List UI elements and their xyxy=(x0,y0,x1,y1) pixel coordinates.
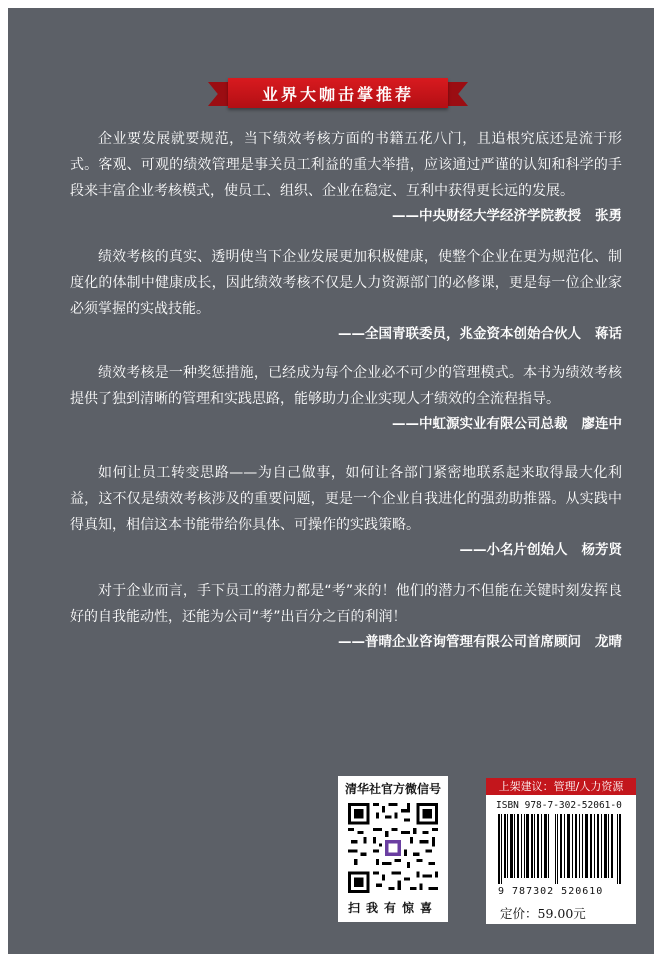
barcode-digits: 9 787302 520610 xyxy=(498,886,604,897)
endorsement-4 xyxy=(70,460,622,562)
shelf-suggestion: 上架建议：管理/人力资源 xyxy=(486,778,636,795)
endorsement-attribution xyxy=(70,322,622,346)
attribution-name: 廖连中 xyxy=(581,416,622,432)
endorsement-text: 如何让员工转变思路——为自己做事，如何让各部门紧密地联系起来取得最大化利益，这不仅是绩效考核涉及的重要问题，更是一个企业自我进化的强劲助推器。从实践中得真知，相信这本书能带给你具体、可操作的实践策略。 xyxy=(70,465,622,533)
endorsement-text: 绩效考核的真实、透明使当下企业发展更加积极健康，使整个企业在更为规范化、制度化的体制中健康成长，因此绩效考核不仅是人力资源部门的必修课，更是每一位企业家必须掌握的实战技能。 xyxy=(70,249,622,317)
back-cover xyxy=(8,8,654,954)
endorsement-attribution xyxy=(70,204,622,228)
attribution-title: ——普晴企业咨询管理有限公司首席顾问 xyxy=(338,634,581,650)
endorsement-text: 企业要发展就要规范，当下绩效考核方面的书籍五花八门，且追根究底还是流于形式。客观、可观的绩效管理是事关员工利益的重大举措，应该通过严谨的认知和科学的手段来丰富企业考核模式，使员工、组织、企业在稳定、互利中获得更长远的发展。 xyxy=(70,131,622,199)
banner-title: 业界大咖击掌推荐 xyxy=(261,84,414,104)
isbn-number: ISBN 978-7-302-52061-0 xyxy=(496,800,622,811)
attribution-title: ——中央财经大学经济学院教授 xyxy=(392,208,581,224)
qr-code-icon[interactable] xyxy=(348,803,438,893)
endorsement-attribution xyxy=(70,630,622,654)
endorsement-2 xyxy=(70,244,622,346)
endorsement-banner xyxy=(208,74,468,116)
attribution-title: ——小名片创始人 xyxy=(459,542,568,558)
wechat-qr-card xyxy=(338,776,448,922)
attribution-name: 龙晴 xyxy=(595,634,622,650)
price-label: 定价：59.00元 xyxy=(500,906,586,921)
qr-caption: 扫我有惊喜 xyxy=(347,901,438,915)
barcode-icon xyxy=(498,814,624,884)
attribution-name: 张勇 xyxy=(595,208,622,224)
endorsement-attribution xyxy=(70,538,622,562)
endorsement-5 xyxy=(70,578,622,654)
endorsement-text: 绩效考核是一种奖惩措施，已经成为每个企业必不可少的管理模式。本书为绩效考核提供了独到清晰的管理和实践思路，能够助力企业实现人才绩效的全流程指导。 xyxy=(70,365,622,407)
attribution-name: 杨芳贤 xyxy=(581,542,622,558)
attribution-title: ——中虹源实业有限公司总裁 xyxy=(392,416,568,432)
endorsement-1 xyxy=(70,126,622,228)
endorsement-text: 对于企业而言，手下员工的潜力都是“考”来的！他们的潜力不但能在关键时刻发挥良好的自我能动性，还能为公司“考”出百分之百的利润！ xyxy=(70,583,622,625)
ribbon xyxy=(228,78,448,108)
endorsement-3 xyxy=(70,360,622,436)
attribution-name: 蒋话 xyxy=(595,326,622,342)
isbn-barcode-card xyxy=(486,778,636,924)
endorsement-attribution xyxy=(70,412,622,436)
qr-title: 清华社官方微信号 xyxy=(344,782,441,796)
attribution-title: ——全国青联委员，兆金资本创始合伙人 xyxy=(338,326,581,342)
